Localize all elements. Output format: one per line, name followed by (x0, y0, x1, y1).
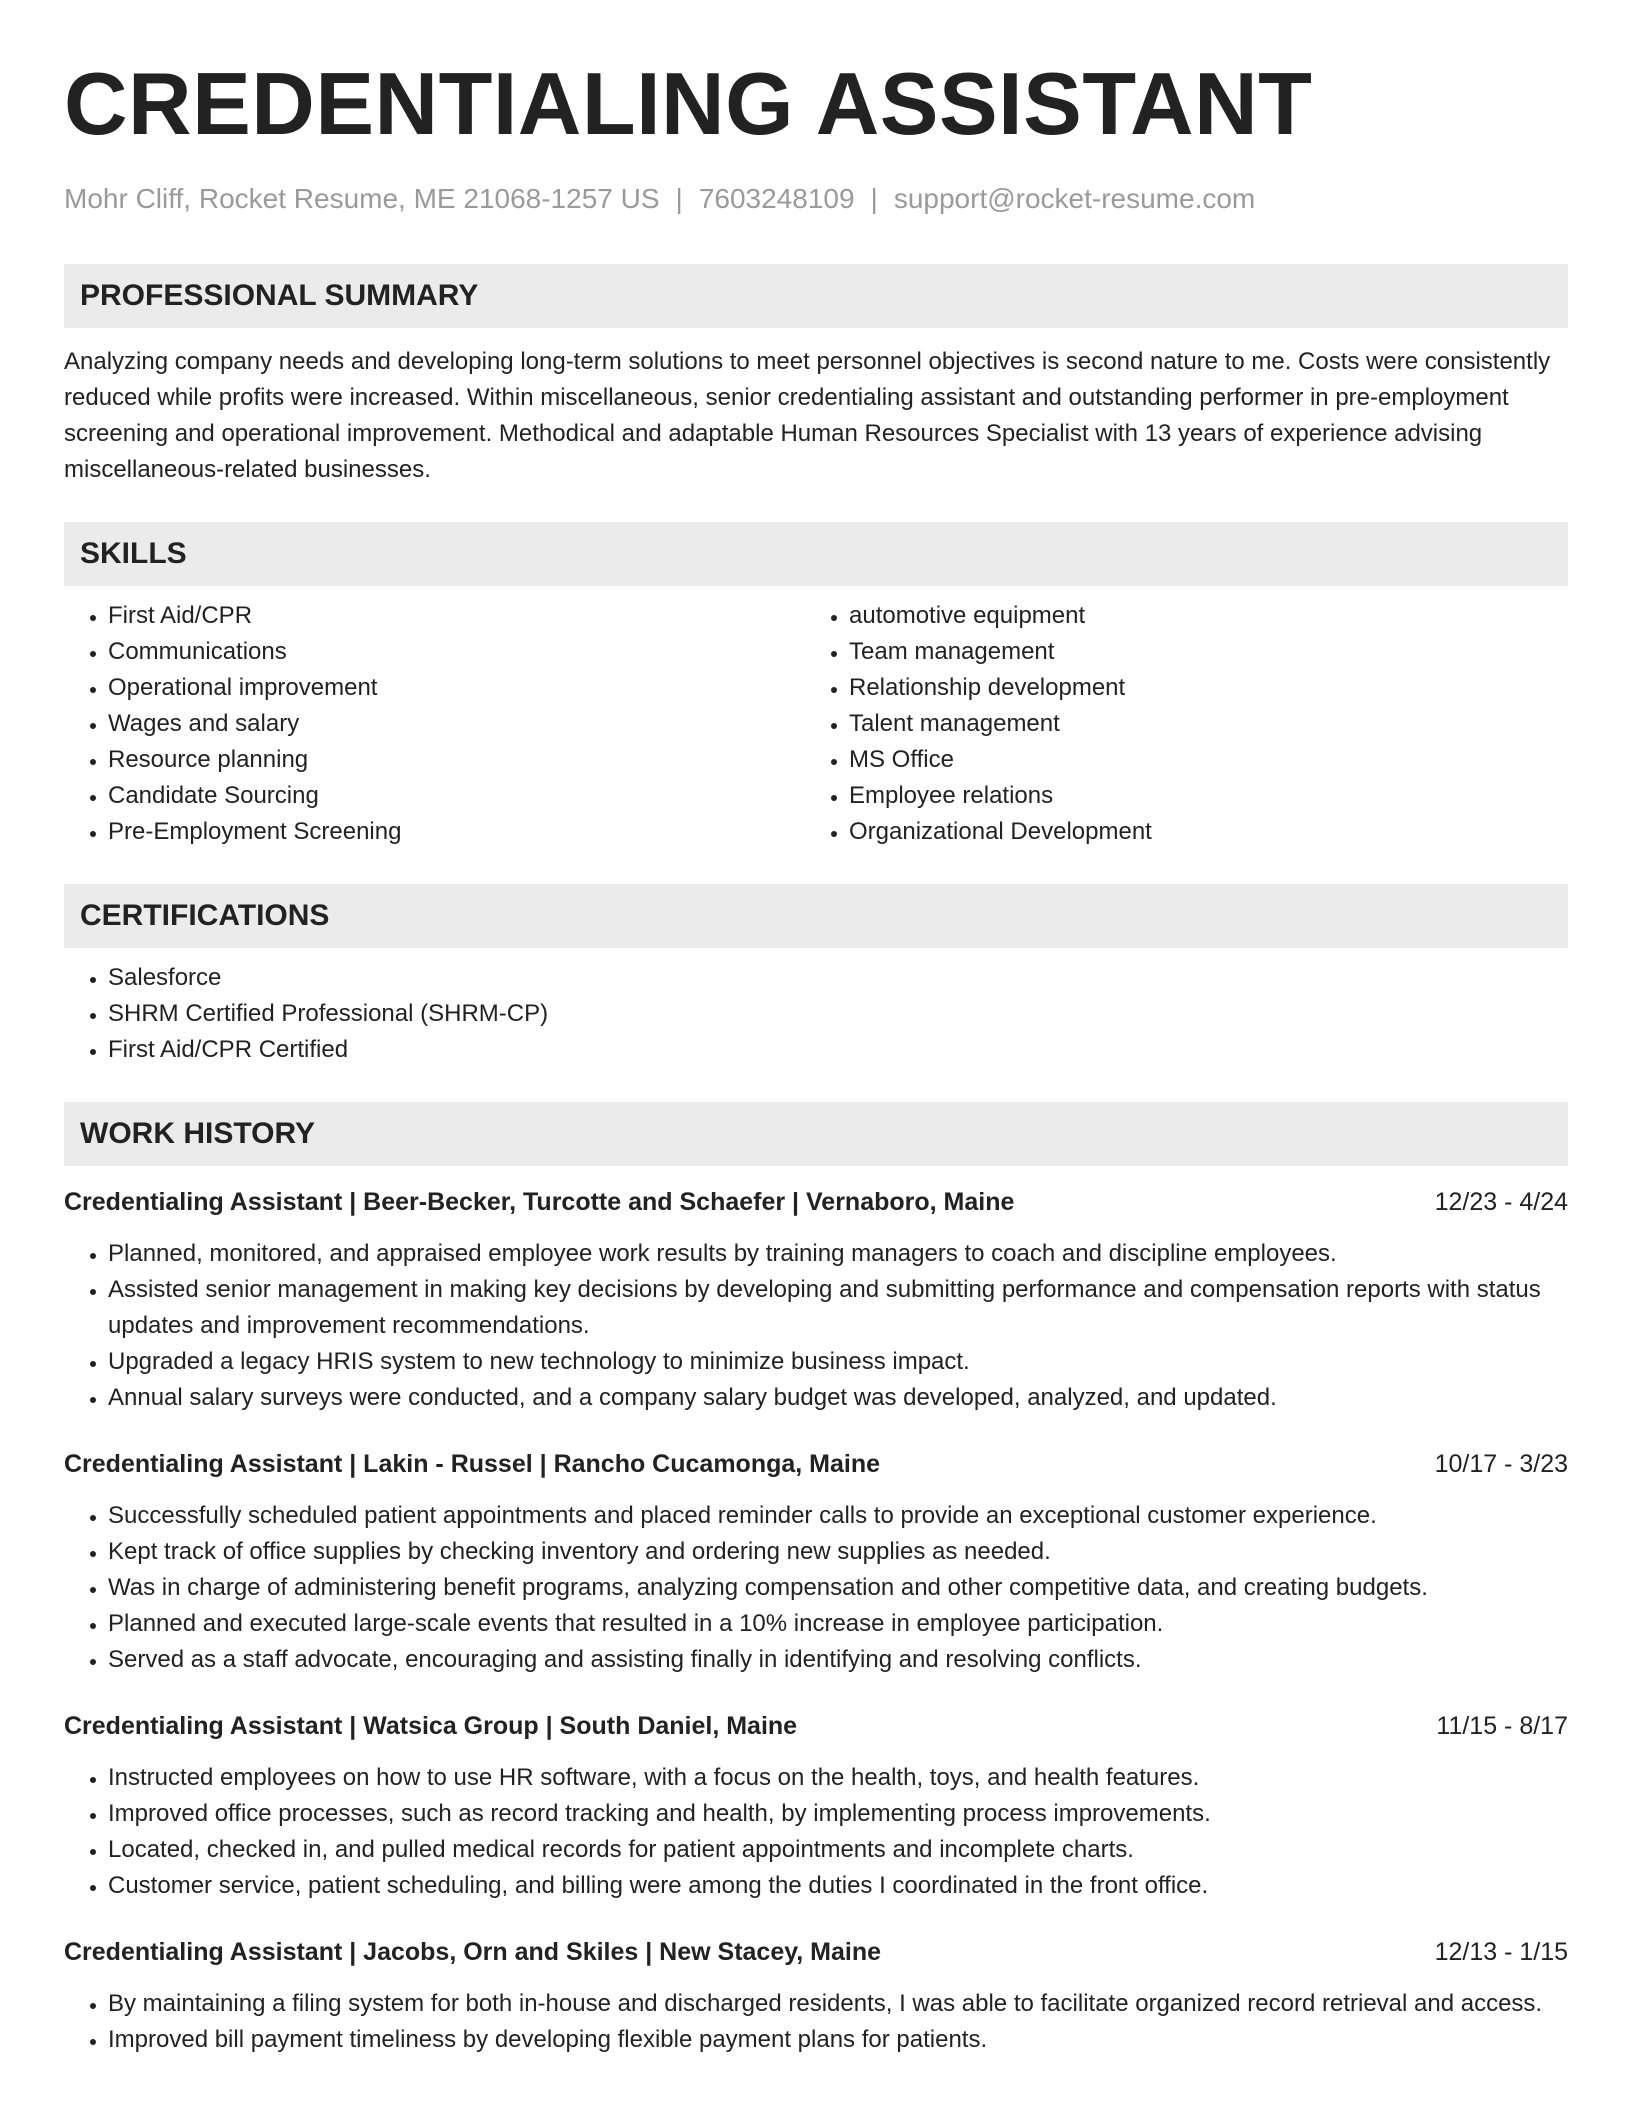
skill-item: • Team management (849, 634, 1546, 670)
certification-item: • First Aid/CPR Certified (108, 1032, 1568, 1068)
contact-separator: | (870, 183, 878, 214)
job-header (64, 1934, 1568, 1970)
section-heading-skills: SKILLS (64, 522, 1568, 586)
section-heading-work-history: WORK HISTORY (64, 1102, 1568, 1166)
job-dates: 11/15 - 8/17 (1436, 1712, 1568, 1740)
certification-item: • Salesforce (108, 960, 1568, 996)
job-bullet: • Kept track of office supplies by checking inventory and ordering new supplies as needed. (108, 1534, 1568, 1570)
skill-item: • MS Office (849, 742, 1546, 778)
job-bullet: • Planned and executed large-scale events that resulted in a 10% increase in employee participation. (108, 1606, 1568, 1642)
skill-item: • Wages and salary (108, 706, 805, 742)
skill-item: • Talent management (849, 706, 1546, 742)
job-bullet: • Located, checked in, and pulled medical records for patient appointments and incomplete charts. (108, 1832, 1568, 1868)
job-bullet: • Assisted senior management in making key decisions by developing and submitting performance and compensation reports with status updates and improvement recommendations. (108, 1272, 1568, 1344)
job-bullet: • Instructed employees on how to use HR software, with a focus on the health, toys, and health features. (108, 1760, 1568, 1796)
job-header (64, 1184, 1568, 1220)
job-dates: 10/17 - 3/23 (1434, 1450, 1568, 1478)
job-entry (64, 1934, 1568, 2058)
contact-address: Mohr Cliff, Rocket Resume, ME 21068-1257 US (64, 183, 660, 214)
skill-item: • automotive equipment (849, 598, 1546, 634)
job-entry (64, 1708, 1568, 1904)
job-bullet: • Upgraded a legacy HRIS system to new technology to minimize business impact. (108, 1344, 1568, 1380)
job-bullet: • Annual salary surveys were conducted, and a company salary budget was developed, analyzed, and updated. (108, 1380, 1568, 1416)
skill-item: • Candidate Sourcing (108, 778, 805, 814)
job-dates: 12/23 - 4/24 (1434, 1188, 1568, 1216)
job-title: Credentialing Assistant | Beer-Becker, Turcotte and Schaefer | Vernaboro, Maine (64, 1188, 1015, 1216)
skill-item: • Pre-Employment Screening (108, 814, 805, 850)
skills-list-right (805, 598, 1546, 850)
skill-item: • Communications (108, 634, 805, 670)
skill-item: • Operational improvement (108, 670, 805, 706)
certifications-list (64, 960, 1568, 1068)
skill-item: • Employee relations (849, 778, 1546, 814)
work-history-list (64, 1184, 1568, 2058)
job-header (64, 1446, 1568, 1482)
job-bullet: • Customer service, patient scheduling, and billing were among the duties I coordinated in the front office. (108, 1868, 1568, 1904)
section-heading-summary: PROFESSIONAL SUMMARY (64, 264, 1568, 328)
job-bullets (64, 1498, 1568, 1678)
job-bullets (64, 1986, 1568, 2058)
job-bullet: • Planned, monitored, and appraised employee work results by training managers to coach and discipline employees. (108, 1236, 1568, 1272)
contact-separator: | (675, 183, 683, 214)
contact-line (64, 182, 1568, 216)
job-bullets (64, 1236, 1568, 1416)
job-bullet: • Improved bill payment timeliness by developing flexible payment plans for patients. (108, 2022, 1568, 2058)
job-entry (64, 1446, 1568, 1678)
summary-paragraph: Analyzing company needs and developing long-term solutions to meet personnel objectives is second nature to me. Costs were consistently reduced while profits were increased. Within miscellaneous, senior credentialing assistant and outstanding performer in pre-employment screening and operational improvement. Methodical and adaptable Human Resources Specialist with 13 years of experience advising miscellaneous-related businesses. (64, 348, 1551, 483)
skill-item: • First Aid/CPR (108, 598, 805, 634)
job-title: Credentialing Assistant | Lakin - Russel | Rancho Cucamonga, Maine (64, 1450, 881, 1478)
resume-title: CREDENTIALING ASSISTANT (64, 54, 1313, 153)
job-bullet: • Served as a staff advocate, encouraging and assisting finally in identifying and resolving conflicts. (108, 1642, 1568, 1678)
job-bullet: • Successfully scheduled patient appointments and placed reminder calls to provide an exceptional customer experience. (108, 1498, 1568, 1534)
job-bullets (64, 1760, 1568, 1904)
job-title: Credentialing Assistant | Watsica Group | South Daniel, Maine (64, 1712, 798, 1740)
job-bullet: • By maintaining a filing system for both in-house and discharged residents, I was able to facilitate organized record retrieval and access. (108, 1986, 1568, 2022)
job-title: Credentialing Assistant | Jacobs, Orn and Skiles | New Stacey, Maine (64, 1938, 882, 1966)
section-heading-certifications: CERTIFICATIONS (64, 884, 1568, 948)
job-bullet: • Was in charge of administering benefit programs, analyzing compensation and other competitive data, and creating budgets. (108, 1570, 1568, 1606)
skill-item: • Resource planning (108, 742, 805, 778)
job-dates: 12/13 - 1/15 (1434, 1938, 1568, 1966)
contact-email: support@rocket-resume.com (893, 183, 1256, 214)
skill-item: • Organizational Development (849, 814, 1546, 850)
certification-item: • SHRM Certified Professional (SHRM-CP) (108, 996, 1568, 1032)
contact-phone: 7603248109 (698, 183, 855, 214)
job-header (64, 1708, 1568, 1744)
job-entry (64, 1184, 1568, 1416)
job-bullet: • Improved office processes, such as record tracking and health, by implementing process improvements. (108, 1796, 1568, 1832)
skills-list-left (64, 598, 805, 850)
skills-grid (64, 598, 1568, 850)
skill-item: • Relationship development (849, 670, 1546, 706)
